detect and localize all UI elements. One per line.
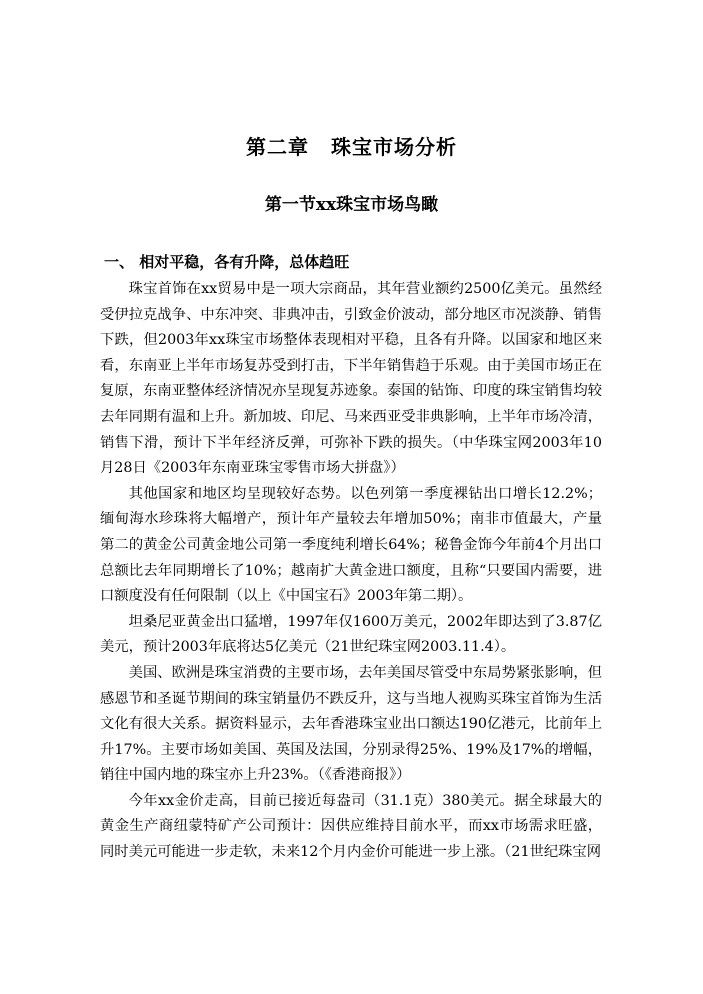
subheading: 一、 相对平稳，各有升降，总体趋旺 (104, 253, 350, 271)
body-text (100, 277, 602, 866)
paragraph: 坦桑尼亚黄金出口猛增，1997年仅1600万美元，2002年即达到了3.87亿美元，预计2003年底将达5亿美元（21世纪珠宝网2003.11.4）。 (100, 613, 602, 656)
paragraph: 其他国家和地区均呈现较好态势。以色列第一季度裸钻出口增长12.2%；缅甸海水珍珠将大幅增产，预计年产量较去年增加50%；南非市值最大，产量第二的黄金公司黄金地公司第一季度纯利增长64%；秘鲁金饰今年前4个月出口总额比去年同期增长了10%；越南扩大黄金进口额度，且称“只要国内需要，进口额度没有任何限制（以上《中国宝石》2003年第二期）。 (100, 485, 602, 605)
chapter-title: 第二章 珠宝市场分析 (246, 135, 457, 159)
paragraph: 美国、欧洲是珠宝消费的主要市场，去年美国尽管受中东局势紧张影响，但感恩节和圣诞节期间的珠宝销量仍不跌反升，这与当地人视购买珠宝首饰为生活文化有很大关系。据资料显示，去年香港珠宝业出口额达190亿港元，比前年上升17%。主要市场如美国、英国及法国，分别录得25%、19%及17%的增幅，销往中国内地的珠宝亦上升23%。（《香港商报》） (100, 664, 602, 784)
section-title: 第一节xx珠宝市场鸟瞰 (264, 195, 439, 215)
paragraph: 珠宝首饰在xx贸易中是一项大宗商品，其年营业额约2500亿美元。虽然经受伊拉克战争、中东冲突、非典冲击，引致金价波动，部分地区市况淡静、销售下跌，但2003年xx珠宝市场整体表现相对平稳，且各有升降。以国家和地区来看，东南亚上半年市场复苏受到打击，下半年销售趋于乐观。由于美国市场正在复原，东南亚整体经济情况亦呈现复苏迹象。泰国的钻饰、印度的珠宝销售均较去年同期有温和上升。新加坡、印尼、马来西亚受非典影响，上半年市场冷清，销售下滑，预计下半年经济反弹，可弥补下跌的损失。（中华珠宝网2003年10月28日《2003年东南亚珠宝零售市场大拼盘》） (100, 281, 602, 477)
paragraph: 今年xx金价走高，目前已接近每盎司（31.1克）380美元。据全球最大的黄金生产商纽蒙特矿产公司预计：因供应维持目前水平，而xx市场需求旺盛，同时美元可能进一步走软，未来12个月内金价可能进一步上涨。（21世纪珠宝网 (100, 792, 602, 861)
